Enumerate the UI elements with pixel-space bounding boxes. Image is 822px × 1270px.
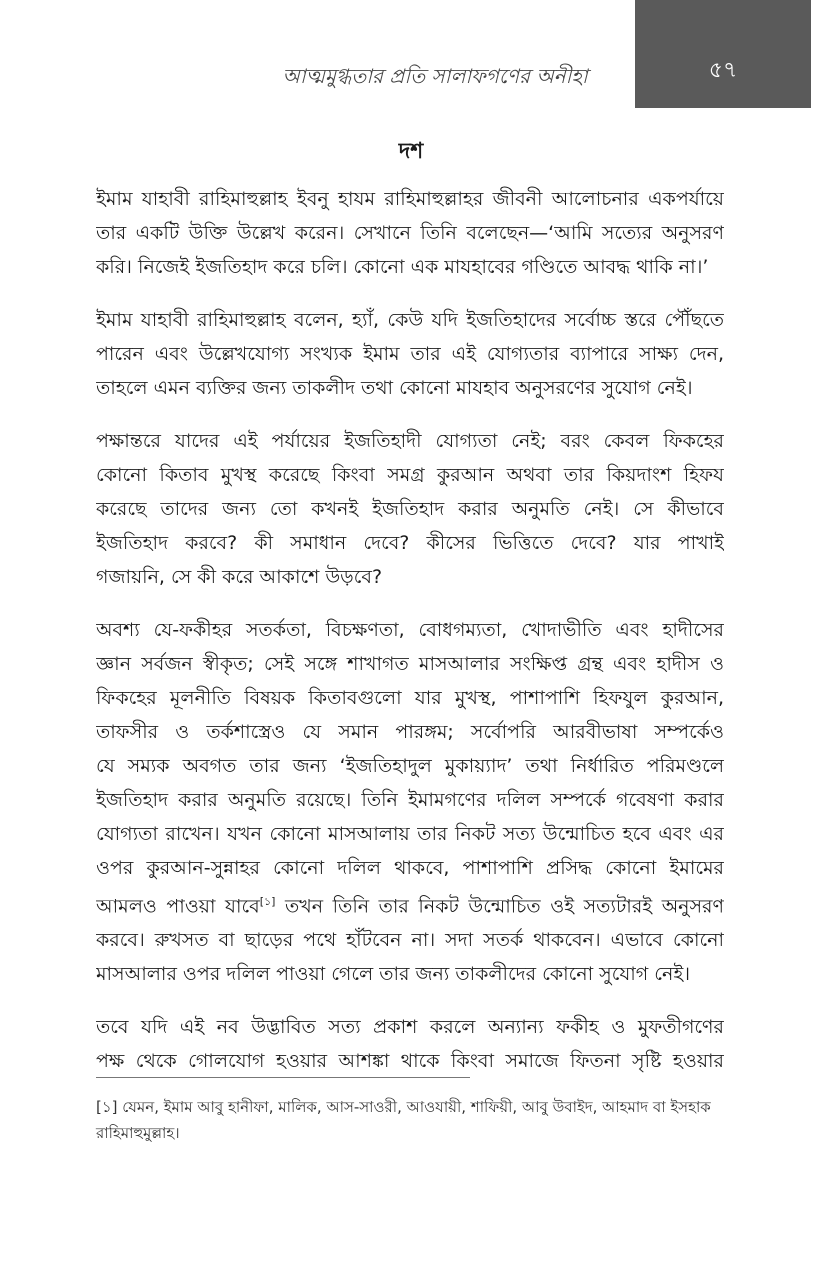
- text-line: তাহলে এমন ব্যক্তির জন্য তাকলীদ তথা কোনো মাযহাব অনুসরণের সুযোগ নেই।: [96, 377, 693, 399]
- footnote-text: যেমন, ইমাম আবু হানীফা, মালিক, আস-সাওরী, আওযায়ী, শাফিয়ী, আবু উবাইদ, আহমাদ বা ইসহাক রাহিমাহুমুল্লাহ।: [96, 1098, 711, 1142]
- text-run: তখন তিনি তার নিকট উন্মোচিত ওই সত্যটারই অনুসরণ: [275, 895, 724, 918]
- paragraph: [96, 182, 724, 284]
- text-line: মাসআলার ওপর দলিল পাওয়া গেলে তার জন্য তাকলীদের কোনো সুযোগ নেই।: [96, 963, 690, 986]
- text-line: ফিকহের মূলনীতি বিষয়ক কিতাবগুলো যার মুখস্থ, পাশাপাশি হিফযুল কুরআন,: [96, 687, 724, 709]
- text-line: গজায়নি, সে কী করে আকাশে উড়বে?: [96, 566, 383, 588]
- text-line: ইজতিহাদ করবে? কী সমাধান দেবে? কীসের ভিত্তিতে দেবে? যার পাখাই: [96, 532, 724, 554]
- text-line: তাফসীর ও তর্কশাস্ত্রেও যে সমান পারঙ্গম; সর্বোপরি আরবীভাষা সম্পর্কেও: [96, 721, 724, 743]
- text-line: তবে যদি এই নব উদ্ভাবিত সত্য প্রকাশ করলে অন্যান্য ফকীহ ও মুফতীগণের: [96, 1016, 724, 1039]
- footnote-ref[interactable]: [১]: [259, 895, 276, 908]
- paragraph: [96, 1010, 724, 1078]
- footnote-rule: [96, 1077, 470, 1078]
- text-line: ইজতিহাদ করার অনুমতি রয়েছে। তিনি ইমামগণের দলিল সম্পর্কে গবেষণা করার: [96, 789, 724, 811]
- section-heading: দশ: [398, 139, 424, 164]
- text-line: করেছে তাদের জন্য তো কখনই ইজতিহাদ করার অনুমতি নেই। সে কীভাবে: [96, 498, 724, 520]
- text-line: কোনো কিতাব মুখস্থ করেছে কিংবা সমগ্র কুরআন অথবা তার কিয়দাংশ হিফয: [96, 464, 724, 486]
- footnote-marker: [১]: [96, 1098, 118, 1116]
- text-line: ইমাম যাহাবী রাহিমাহুল্লাহ বলেন, হ্যাঁ, কেউ যদি ইজতিহাদের সর্বোচ্চ স্তরে পৌঁছতে: [96, 309, 724, 331]
- text-line: অবশ্য যে-ফকীহর সতর্কতা, বিচক্ষণতা, বোধগম্যতা, খোদাভীতি এবং হাদীসের: [96, 619, 724, 641]
- text-line: করবে। রুখসত বা ছাড়ের পথে হাঁটবেন না। সদা সতর্ক থাকবেন। এভাবে কোনো: [96, 929, 724, 952]
- text-line: তার একটি উক্তি উল্লেখ করেন। সেখানে তিনি বলেছেন—‘আমি সত্যের অনুসরণ: [96, 222, 724, 244]
- paragraph: [96, 613, 724, 991]
- text-line: পারেন এবং উল্লেখযোগ্য সংখ্যক ইমাম তার এই যোগ্যতার ব্যাপারে সাক্ষ্য দেন,: [96, 343, 724, 365]
- page-number-tab: [635, 0, 811, 108]
- text-line: ইমাম যাহাবী রাহিমাহুল্লাহ ইবনু হাযম রাহিমাহুল্লাহর জীবনী আলোচনার একপর্যায়ে: [96, 188, 724, 210]
- text-line: ওপর কুরআন-সুন্নাহর কোনো দলিল থাকবে, পাশাপাশি প্রসিদ্ধ কোনো ইমামের: [96, 857, 724, 879]
- page-number: ৫৭: [708, 58, 738, 83]
- text-run: আমলও পাওয়া যাবে: [96, 895, 260, 918]
- text-line: করি। নিজেই ইজতিহাদ করে চলি। কোনো এক মাযহাবের গণ্ডিতে আবদ্ধ থাকি না।’: [96, 256, 709, 278]
- text-line: যোগ্যতা রাখেন। যখন কোনো মাসআলায় তার নিকট সত্য উন্মোচিত হবে এবং এর: [96, 823, 724, 845]
- paragraph: [96, 303, 724, 405]
- footnote: [96, 1094, 724, 1146]
- text-line: জ্ঞান সর্বজন স্বীকৃত; সেই সঙ্গে শাখাগত মাসআলার সংক্ষিপ্ত গ্রন্থ এবং হাদীস ও: [96, 653, 724, 675]
- text-line: পক্ষান্তরে যাদের এই পর্যায়ের ইজতিহাদী যোগ্যতা নেই; বরং কেবল ফিকহের: [96, 430, 724, 452]
- text-line: পক্ষ থেকে গোলযোগ হওয়ার আশঙ্কা থাকে কিংবা সমাজে ফিতনা সৃষ্টি হওয়ার: [96, 1050, 724, 1073]
- text-line: [96, 885, 724, 923]
- text-line: যে সম্যক অবগত তার জন্য ‘ইজতিহাদুল মুকায়্যাদ’ তথা নির্ধারিত পরিমণ্ডলে: [96, 755, 724, 777]
- running-header-title: আত্মমুগ্ধতার প্রতি সালাফগণের অনীহা: [282, 64, 588, 88]
- paragraph: [96, 424, 724, 594]
- body-text: [96, 182, 724, 1097]
